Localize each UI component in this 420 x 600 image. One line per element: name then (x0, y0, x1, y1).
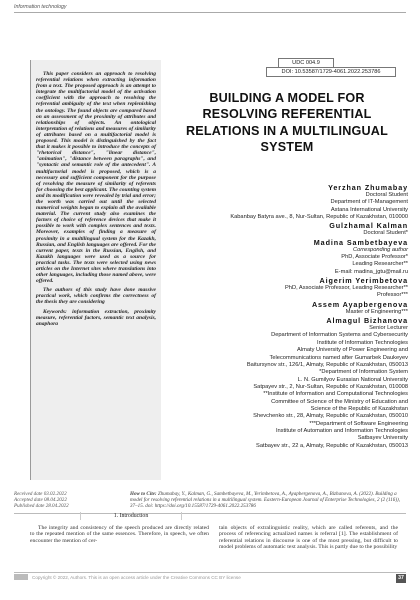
section-divider (14, 513, 406, 514)
author-name: Madina Sambetbayeva (313, 237, 408, 247)
author-affiliation-line: Satbayev str., 22 a, Almaty, Republic of Kazakhstan, 050013 (256, 442, 408, 449)
author-affiliation-line: Department of IT-Management (330, 199, 408, 206)
author-name: Gulzhamal Kalman (329, 221, 408, 231)
cite-label: How to Cite: (130, 491, 157, 497)
author-affiliation-line: Doctoral Student* (363, 230, 408, 237)
cc-license-icon (14, 574, 28, 580)
author-affiliation-line: Science of the Republic of Kazakhstan (310, 405, 408, 412)
author-affiliation-line: Astana International University (330, 206, 408, 213)
copyright-notice: Copyright © 2022, Authors. This is an open access article under the Creative Commons CC BY license (32, 575, 241, 580)
author-name: Yerzhan Zhumabay (328, 183, 408, 192)
author-name: Almagul Bizhanova (326, 316, 408, 326)
accepted-date: Accepted date 08.04.2022 (14, 497, 67, 503)
author-affiliation-line: Master of Engineering*** (345, 308, 408, 315)
journal-section-header: Information technology (14, 4, 67, 10)
author-affiliation-line: **Institute of Information and Computational Technologies (263, 391, 408, 398)
received-date: Received date 03.02.2022 (14, 491, 67, 497)
footer-divider (14, 572, 406, 573)
author-affiliation-line: Telecommunications named after Gumarbek Daukeyev (269, 354, 408, 361)
body-paragraph: tain objects of extralinguistic reality, which are called referents, and the process of referencing actualized names is referral [1]. The establishment of referential relations in discourse is one of the most pressing, but difficult to model problems of automatic text analysis. This is partly due to the possibility (219, 525, 398, 550)
author-affiliation-line: Baitursynov str., 126/1, Almaty, Republic of Kazakhstan, 050013 (246, 361, 408, 368)
author-affiliation-line: Department of Information Systems and Cybersecurity (271, 332, 408, 339)
author-block (170, 183, 408, 450)
author-affiliation-line: Leading Researcher** (352, 261, 408, 268)
author-affiliation-line: *Department of Information System (319, 369, 408, 376)
author-affiliation-line: Doctoral Student (365, 192, 408, 198)
udc-code: UDC 004.9 (278, 58, 334, 68)
author-affiliation-line: Senior Lecturer (369, 325, 408, 332)
section-heading: 1. Introduction (80, 512, 182, 520)
author-affiliation-line: L. N. Gumilyov Eurasian National University (297, 376, 408, 383)
author-affiliation-line: ***Department of Software Engineering (309, 420, 408, 427)
author-affiliation-line: PhD, Associate Professor, Leading Researcher** (285, 285, 408, 292)
page-number: 37 (396, 574, 406, 583)
paper-title: BUILDING A MODEL FOR RESOLVING REFERENTIAL RELATIONS IN A MULTILINGUAL SYSTEM (186, 91, 388, 155)
author-affiliation-line: PhD, Associate Professor* (341, 254, 408, 261)
body-column-right (219, 525, 398, 550)
cite-text: Zhumabay, Y., Kalman, G., Sambetbayeva, M., Yerimbetova, A., Ayapbergenova, A., Bizhanova, A. (2022). Building a model for resolving referential relations in a multilingual system. Eastern-European Journal of Enterprise Technologies, 2 (2 (116)), 37–15. doi: https://doi.org/10.15587/1729-4061.2022.253786 (130, 491, 400, 509)
abstract-paragraph-2: The authors of this study have done massive practical work, which confirms the correctness of the thesis they are considering (36, 287, 156, 306)
author-affiliation-line: Satbayev University (357, 435, 408, 442)
publication-dates (14, 491, 69, 509)
abstract-paragraph-1: This paper considers an approach to resolving referential relations when extracting information from a text. The proposed approach is an attempt to integrate the multifactorial model of the activation coefficient with the approach to resolving the referential ambiguity of the text when replenishing the ontology. The found objects are compared based on an assessment of the proximity of attributes and relationships of objects. An ontological interpretation of relations and measures of similarity of attributes based on a multifactorial model is proposed. This model is distinguished by the fact that it makes it possible to introduce the concepts of "rhetorical distance", "linear distance", "animation", "distance between paragraphs", and "syntactic and semantic role of the antecedent". A multifactorial model is proposed, which is a necessary and sufficient component for the purpose of resolving the measure of similarity of referents for choosing the best applicant. The counting system and its modification were revealed by trial and error; the worth was carried out until the selected numerical weights began to explain all the available material. The current study also examines the factors of choice of reference devices that make it possible to work with complex sentences and texts. Moreover, examples of finding a measure of proximity in a multilingual system for the Kazakh, Russian, and English languages are offered. For the current paper, texts in the Russian, English, and Kazakh languages were used as a source for practical tasks. The texts were selected using news articles on the Internet sites where translations into other languages, including those named above, were offered. (36, 71, 156, 285)
abstract (36, 71, 156, 330)
author-name: Assem Ayapbergenova (311, 299, 408, 309)
author-affiliation-line: E-mail: madina_jgtu@mail.ru (334, 268, 408, 275)
body-paragraph: The integrity and consistency of the speech produced are directly related to the repeated mention of the same essences. Therefore, in speech, we often encounter the mention of cer- (30, 525, 209, 544)
author-affiliation-line: Almaty University of Power Engineering and (297, 347, 408, 354)
author-affiliation-line: Institute of Information Technologies (317, 339, 408, 346)
author-affiliation-line: Institute of Automation and Information Technologies (275, 427, 408, 434)
published-date: Published date 28.04.2022 (14, 503, 69, 509)
author-affiliation-line: Committee of Science of the Ministry of Education and (271, 398, 408, 405)
author-name: Aigerim Yerimbetova (319, 276, 408, 286)
author-affiliation-line: Shevchenko str., 28, Almaty, Republic of Kazakhstan, 050010 (253, 413, 408, 420)
how-to-cite (130, 491, 400, 509)
author-affiliation-line: Kabanbay Batyra ave., 8, Nur-Sultan, Republic of Kazakhstan, 010000 (230, 214, 408, 221)
keywords: Keywords: information extraction, proximity measure, referential factors, semantic text analysis, anaphora (36, 308, 156, 327)
author-affiliation-line: Satpayev str., 2, Nur-Sultan, Republic of Kazakhstan, 010008 (253, 383, 408, 390)
author-affiliation-line: Corresponding author (352, 246, 408, 253)
doi-link[interactable]: DOI: 10.53587/1729-4061.2022.253786 (266, 67, 396, 77)
author-affiliation-line: Professor*** (377, 292, 408, 299)
header-divider (14, 12, 406, 13)
body-column-left (30, 525, 209, 544)
